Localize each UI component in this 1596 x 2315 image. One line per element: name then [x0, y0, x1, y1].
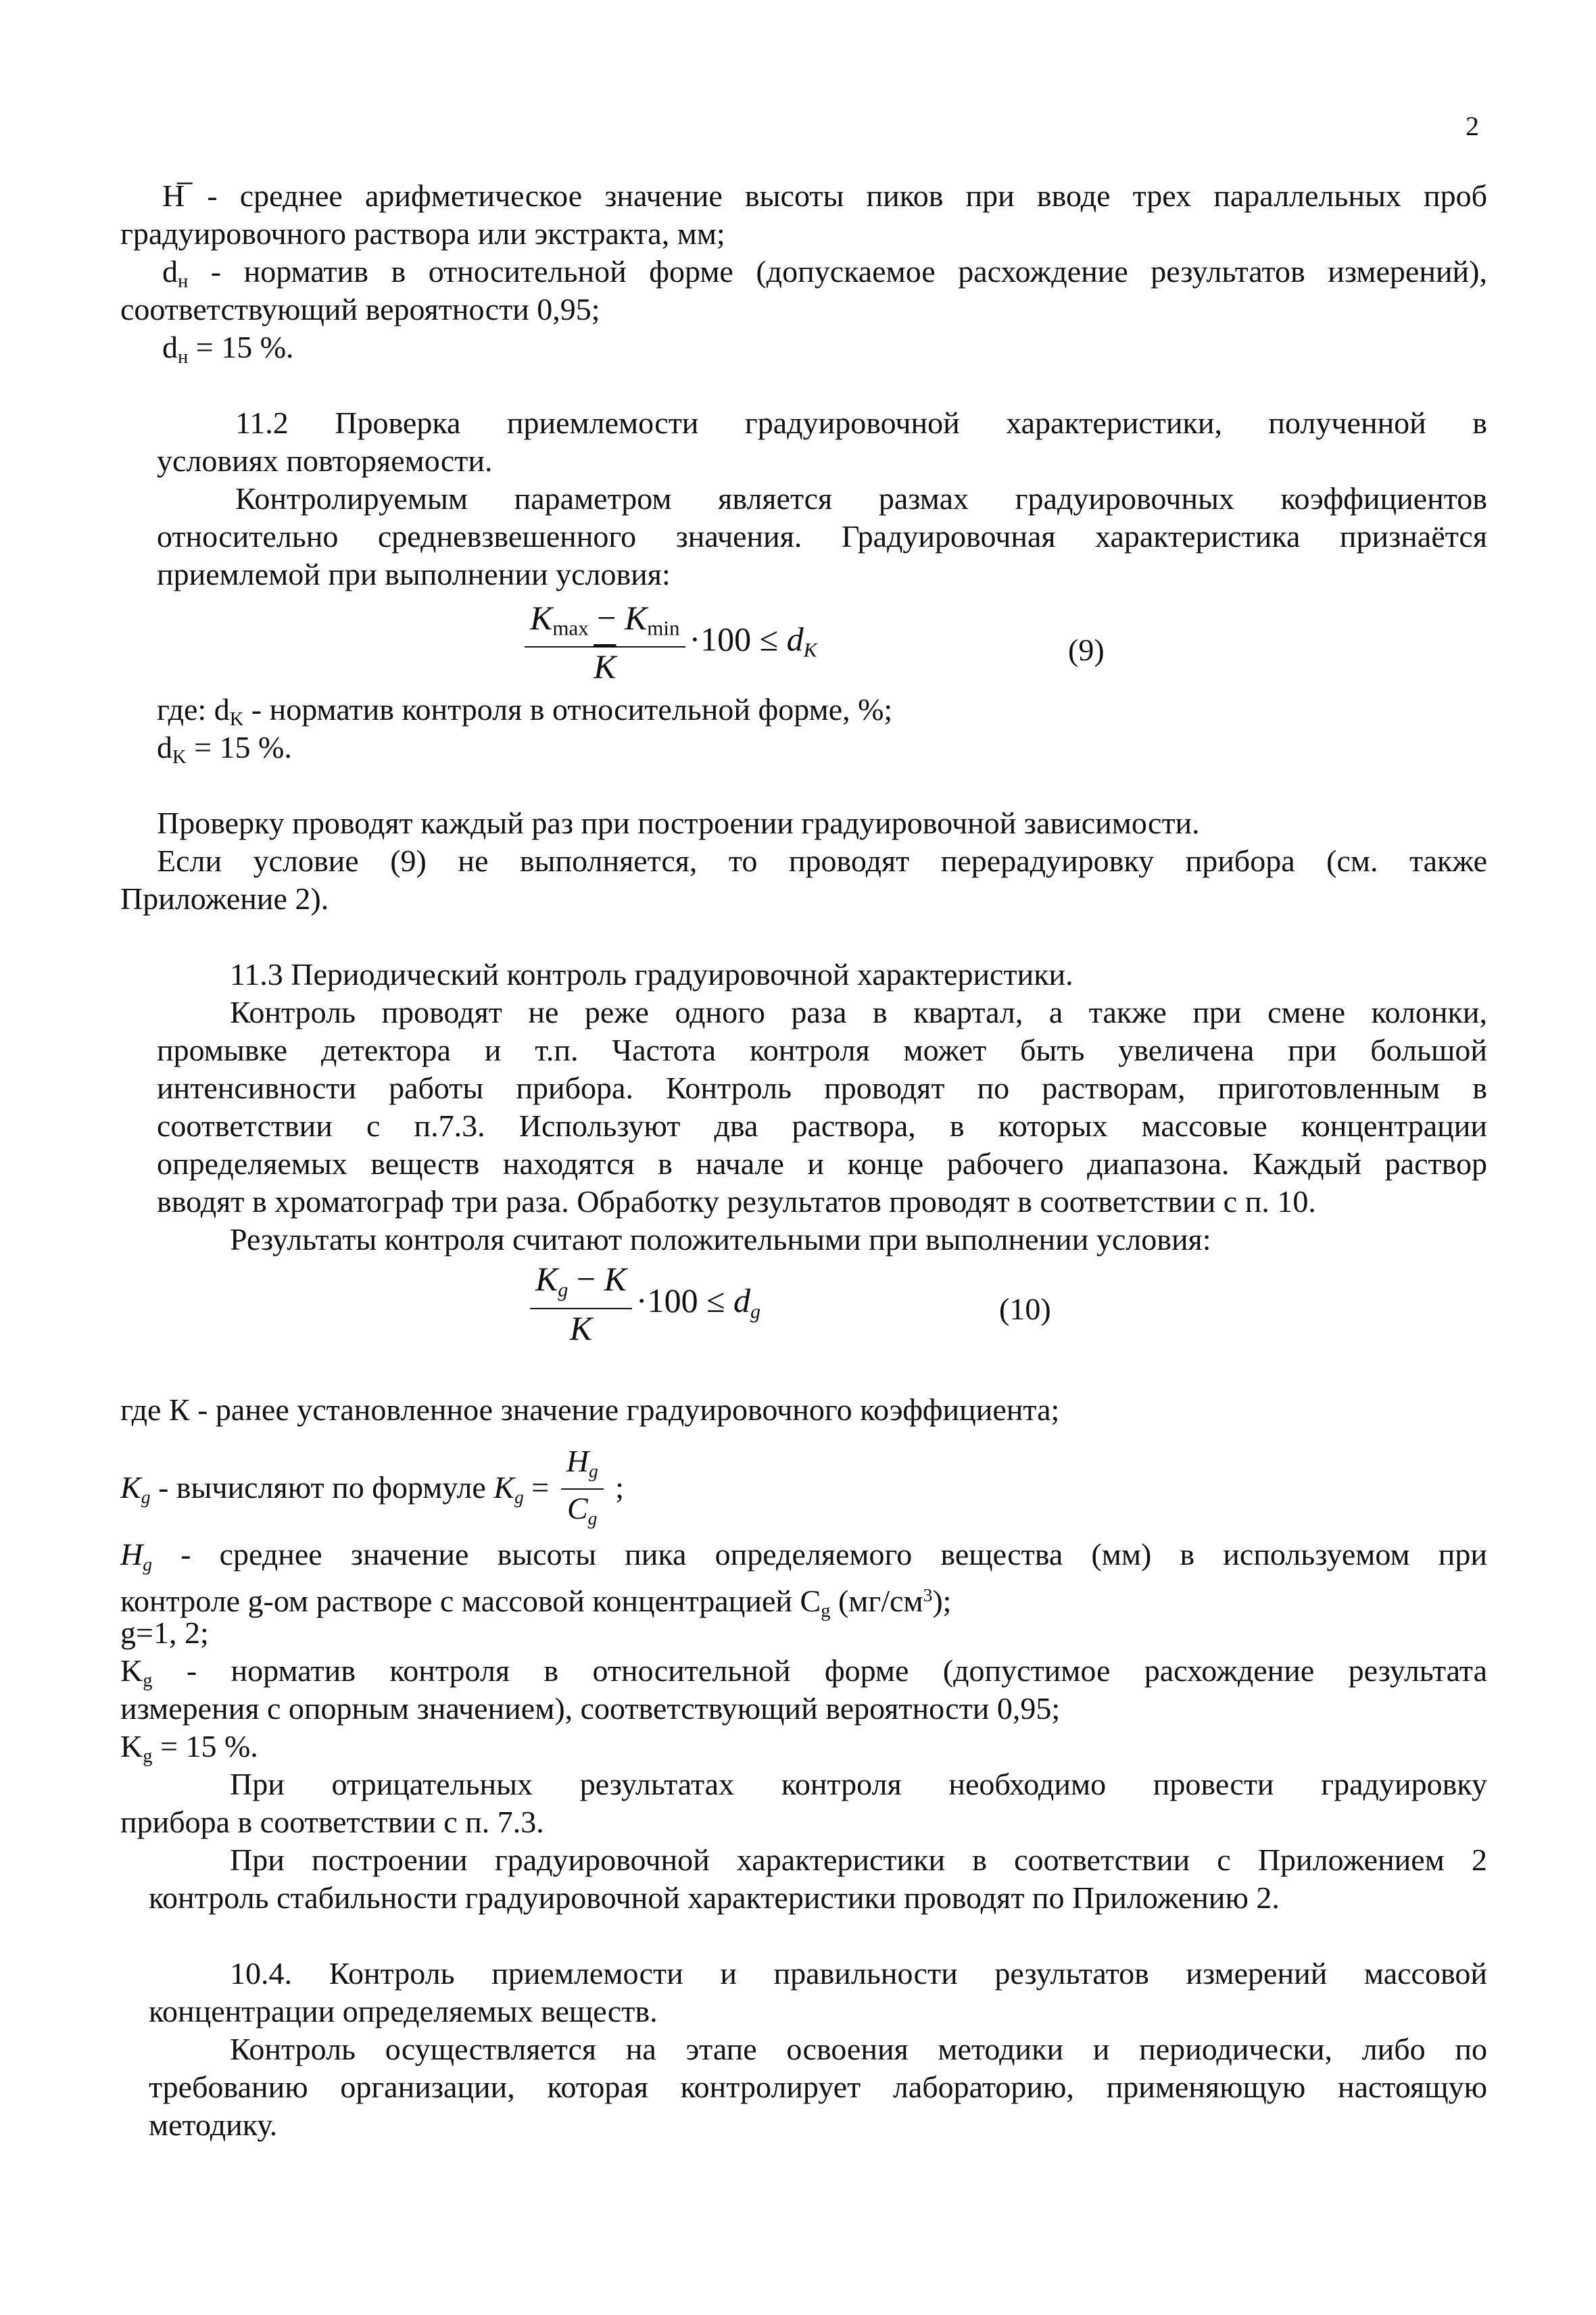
- fraction-denominator: [525, 646, 685, 685]
- fraction-denominator: [530, 1308, 632, 1347]
- fraction: [530, 1261, 632, 1347]
- symbol-H: H: [566, 1444, 589, 1478]
- text-line: соответствии с п.7.3. Используют два раствора, в которых массовые концентрации: [157, 1108, 1487, 1143]
- text-fragment: контроле g-ом растворе с массовой концентрацией: [120, 1584, 800, 1619]
- symbol-d: d: [162, 330, 178, 364]
- symbol-K: K: [530, 599, 553, 637]
- subscript-g: g: [141, 1486, 151, 1508]
- symbol-K-mean: K: [594, 647, 616, 685]
- fraction: [525, 600, 685, 685]
- subscript-K: K: [229, 708, 244, 730]
- text-line: [157, 729, 292, 777]
- section-heading: 10.4. Контроль приемлемости и правильности результатов измерений массовой: [230, 1956, 1487, 1991]
- fraction-denominator: [561, 1488, 604, 1537]
- fraction-numerator: [530, 1261, 632, 1308]
- text-fragment: - норматив контроля в относительной форме (допустимое расхождение результата: [152, 1653, 1487, 1688]
- symbol-C: C: [566, 1491, 588, 1526]
- text-fragment: - среднее значение высоты пика определяемого вещества (мм) в используемом при: [152, 1537, 1487, 1571]
- text-line: [120, 1444, 624, 1538]
- symbol-d: d: [214, 692, 230, 727]
- times-100: ·100 ≤: [635, 1281, 734, 1319]
- symbol-K: K: [535, 1260, 558, 1298]
- symbol-K: K: [120, 1653, 143, 1688]
- subscript-g: g: [143, 1553, 153, 1575]
- text-line: относительно средневзвешенного значения. Градуировочная характеристика признаётся: [157, 519, 1487, 554]
- page-number: 2: [1466, 111, 1479, 141]
- subscript-g: g: [821, 1601, 831, 1622]
- text-fragment: - норматив контроля в относительной форме, %;: [243, 692, 893, 727]
- symbol-K: K: [120, 1729, 143, 1763]
- symbol-K: K: [569, 1309, 593, 1347]
- minus-sign: −: [588, 599, 625, 637]
- text-line: где К - ранее установленное значение градуировочного коэффициента;: [120, 1392, 1060, 1427]
- text-line: соответствующий вероятности 0,95;: [120, 292, 600, 326]
- text-line: контроль стабильности градуировочной характеристики проводят по Приложению 2.: [149, 1880, 1280, 1915]
- symbol-d: d: [733, 1281, 751, 1319]
- symbol-K: K: [493, 1469, 514, 1505]
- subscript-max: max: [552, 616, 589, 640]
- subscript-n: н: [178, 270, 189, 292]
- text-line: прибора в соответствии с п. 7.3.: [120, 1805, 544, 1839]
- minus-sign: −: [568, 1260, 604, 1298]
- text-line: g=1, 2;: [120, 1615, 209, 1650]
- text-fragment: = 15 %.: [188, 330, 294, 364]
- fraction-numerator: [561, 1444, 604, 1488]
- text-line: приемлемой при выполнении условия:: [157, 557, 671, 591]
- subscript-g: g: [588, 1460, 598, 1482]
- text-line: Н̅ - среднее арифметическое значение высоты пиков при вводе трех параллельных проб: [162, 178, 1487, 213]
- text-line: Контроль осуществляется на этапе освоения методики и периодически, либо по: [230, 2032, 1487, 2066]
- symbol-d: d: [157, 730, 172, 764]
- text-fragment: - вычисляют по формуле: [150, 1469, 494, 1505]
- superscript-3: 3: [923, 1584, 933, 1605]
- text-line: методику.: [149, 2107, 278, 2142]
- text-line: Проверку проводят каждый раз при построении градуировочной зависимости.: [157, 806, 1200, 840]
- text-line: градуировочного раствора или экстракта, мм;: [120, 216, 725, 251]
- text-fragment: (мг/см: [830, 1584, 923, 1619]
- text-line: определяемых веществ находятся в начале и конце рабочего диапазона. Каждый раствор: [157, 1146, 1487, 1181]
- subscript-n: н: [178, 346, 189, 368]
- subscript-g: g: [558, 1279, 569, 1301]
- symbol-H: H: [120, 1537, 143, 1571]
- text-line: условиях повторяемости.: [157, 443, 493, 478]
- equation-number: (10): [999, 1292, 1051, 1326]
- text-line: требованию организации, которая контролирует лабораторию, применяющую настоящую: [149, 2070, 1487, 2104]
- text-fragment: = 15 %.: [152, 1729, 258, 1763]
- subscript-K: K: [172, 746, 187, 768]
- fraction-numerator: [525, 600, 685, 646]
- text-line: Результаты контроля считают положительными при выполнении условия:: [230, 1222, 1211, 1257]
- subscript-K: K: [803, 639, 817, 662]
- text-line: При построении градуировочной характеристики в соответствии с Приложением 2: [230, 1843, 1487, 1877]
- equals-sign: =: [523, 1469, 557, 1505]
- subscript-min: min: [647, 616, 680, 640]
- equation-number: (9): [1068, 633, 1105, 667]
- subscript-g: g: [143, 1670, 153, 1691]
- text-line: Приложение 2).: [120, 881, 329, 916]
- fraction: [561, 1444, 604, 1538]
- text-fragment: );: [932, 1584, 952, 1619]
- text-line: Если условие (9) не выполняется, то проводят перерадуировку прибора (см. также: [157, 844, 1487, 878]
- symbol-d: d: [162, 254, 178, 289]
- subscript-g: g: [143, 1745, 153, 1767]
- semicolon: ;: [607, 1469, 625, 1505]
- symbol-K: K: [604, 1260, 627, 1298]
- text-line: Контроль проводят не реже одного раза в квартал, а также при смене колонки,: [230, 995, 1487, 1029]
- text-fragment: - норматив в относительной форме (допускаемое расхождение результатов измерений),: [188, 254, 1487, 289]
- formula-9: [521, 600, 817, 685]
- subscript-g: g: [514, 1486, 524, 1508]
- text-line: При отрицательных результатах контроля необходимо провести градуировку: [230, 1767, 1487, 1801]
- times-100: ·100 ≤: [689, 620, 787, 658]
- subscript-g: g: [587, 1507, 598, 1529]
- section-heading: 11.3 Периодический контроль градуировочной характеристики.: [230, 957, 1073, 992]
- text-fragment: где:: [157, 692, 214, 727]
- text-line: вводят в хроматограф три раза. Обработку результатов проводят в соответствии с п. 10.: [157, 1184, 1316, 1219]
- text-line: измерения с опорным значением), соответствующий вероятности 0,95;: [120, 1691, 1061, 1726]
- symbol-K: K: [120, 1469, 141, 1505]
- symbol-C: C: [800, 1584, 821, 1619]
- symbol-K: K: [624, 599, 648, 637]
- text-line: [162, 328, 294, 376]
- text-fragment: = 15 %.: [186, 730, 292, 764]
- text-line: концентрации определяемых веществ.: [149, 1994, 658, 2028]
- text-line: Контролируемым параметром является размах градуировочных коэффициентов: [235, 481, 1487, 516]
- text-line: промывке детектора и т.п. Частота контроля может быть увеличена при большой: [157, 1033, 1487, 1067]
- text-line: [120, 1576, 951, 1630]
- formula-10: [526, 1261, 760, 1347]
- symbol-d: d: [786, 620, 804, 658]
- section-heading: 11.2 Проверка приемлемости градуировочной характеристики, полученной в: [235, 406, 1487, 440]
- subscript-g: g: [750, 1300, 761, 1323]
- text-line: интенсивности работы прибора. Контроль проводят по растворам, приготовленным в: [157, 1071, 1487, 1105]
